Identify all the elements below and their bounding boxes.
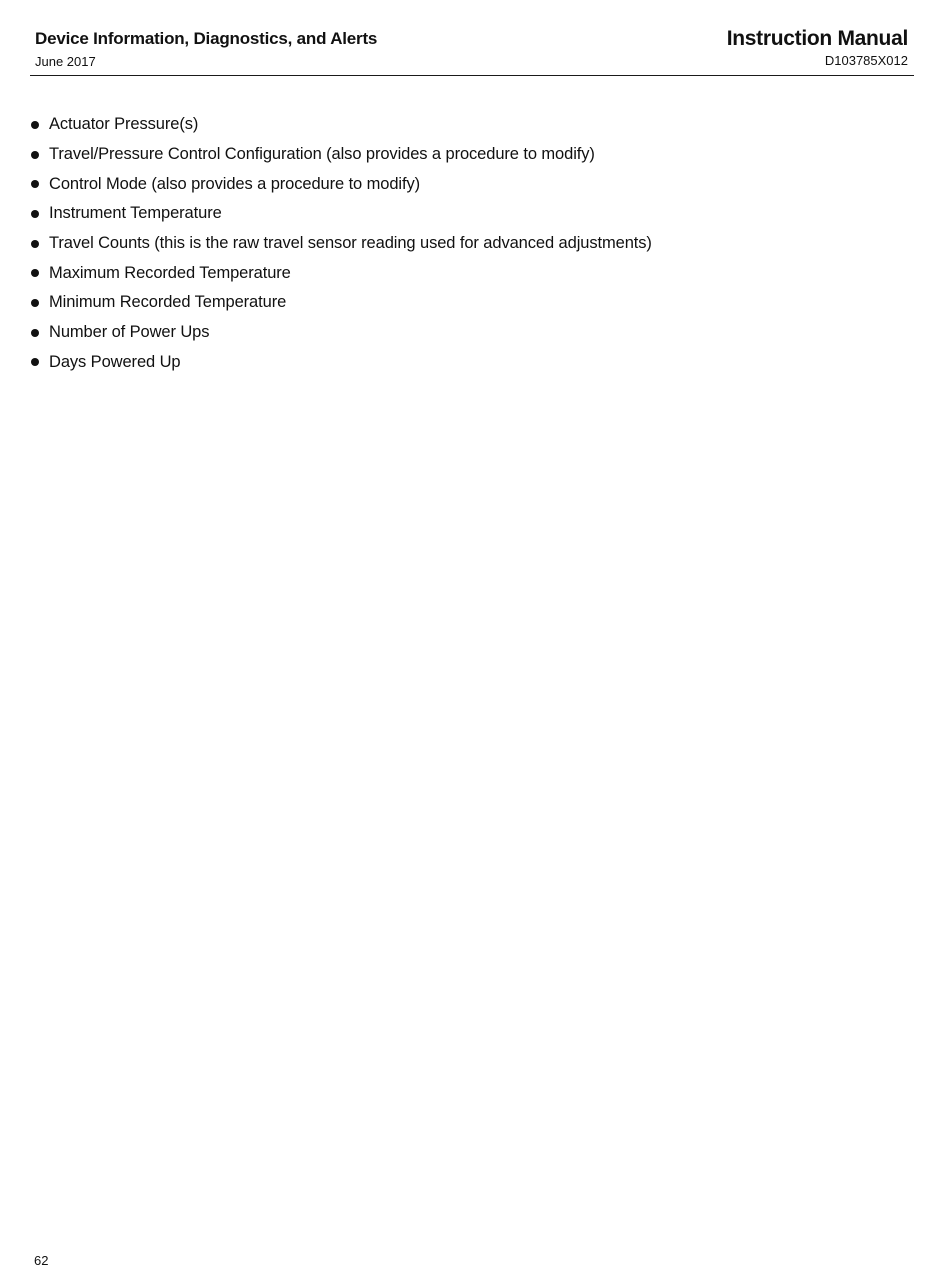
list-item-text: Days Powered Up [49, 352, 181, 371]
list-item-text: Travel/Pressure Control Configuration (also provides a procedure to modify) [49, 145, 595, 164]
bullet-icon [31, 329, 39, 337]
page-header [30, 24, 914, 76]
header-right [727, 26, 908, 70]
list-item-text: Travel Counts (this is the raw travel sensor reading used for advanced adjustments) [49, 234, 652, 253]
bullet-icon [31, 180, 39, 188]
bullet-icon [31, 299, 39, 307]
header-left [35, 28, 377, 71]
publication-date: June 2017 [35, 54, 96, 69]
list-item-text: Maximum Recorded Temperature [49, 263, 291, 282]
list-item [30, 110, 652, 140]
list-item-text: Instrument Temperature [49, 204, 222, 223]
bullet-icon [31, 210, 39, 218]
bullet-icon [31, 358, 39, 366]
list-item [30, 258, 652, 288]
bullet-icon [31, 151, 39, 159]
list-item [30, 318, 652, 348]
list-item-text: Number of Power Ups [49, 323, 210, 342]
page-number: 62 [34, 1253, 49, 1268]
manual-title: Instruction Manual [726, 27, 908, 50]
list-item-text: Actuator Pressure(s) [49, 115, 199, 134]
list-item [30, 288, 652, 318]
bullet-icon [31, 269, 39, 277]
list-item [30, 169, 652, 199]
section-title: Device Information, Diagnostics, and Alerts [35, 29, 378, 48]
bullet-list [30, 110, 652, 377]
bullet-icon [31, 121, 39, 129]
list-item-text: Minimum Recorded Temperature [49, 293, 287, 312]
list-item [30, 199, 652, 229]
list-item-text: Control Mode (also provides a procedure to modify) [49, 174, 421, 193]
bullet-icon [31, 240, 39, 248]
list-item [30, 140, 652, 170]
document-number: D103785X012 [824, 53, 908, 68]
list-item [30, 348, 652, 378]
list-item [30, 229, 652, 259]
